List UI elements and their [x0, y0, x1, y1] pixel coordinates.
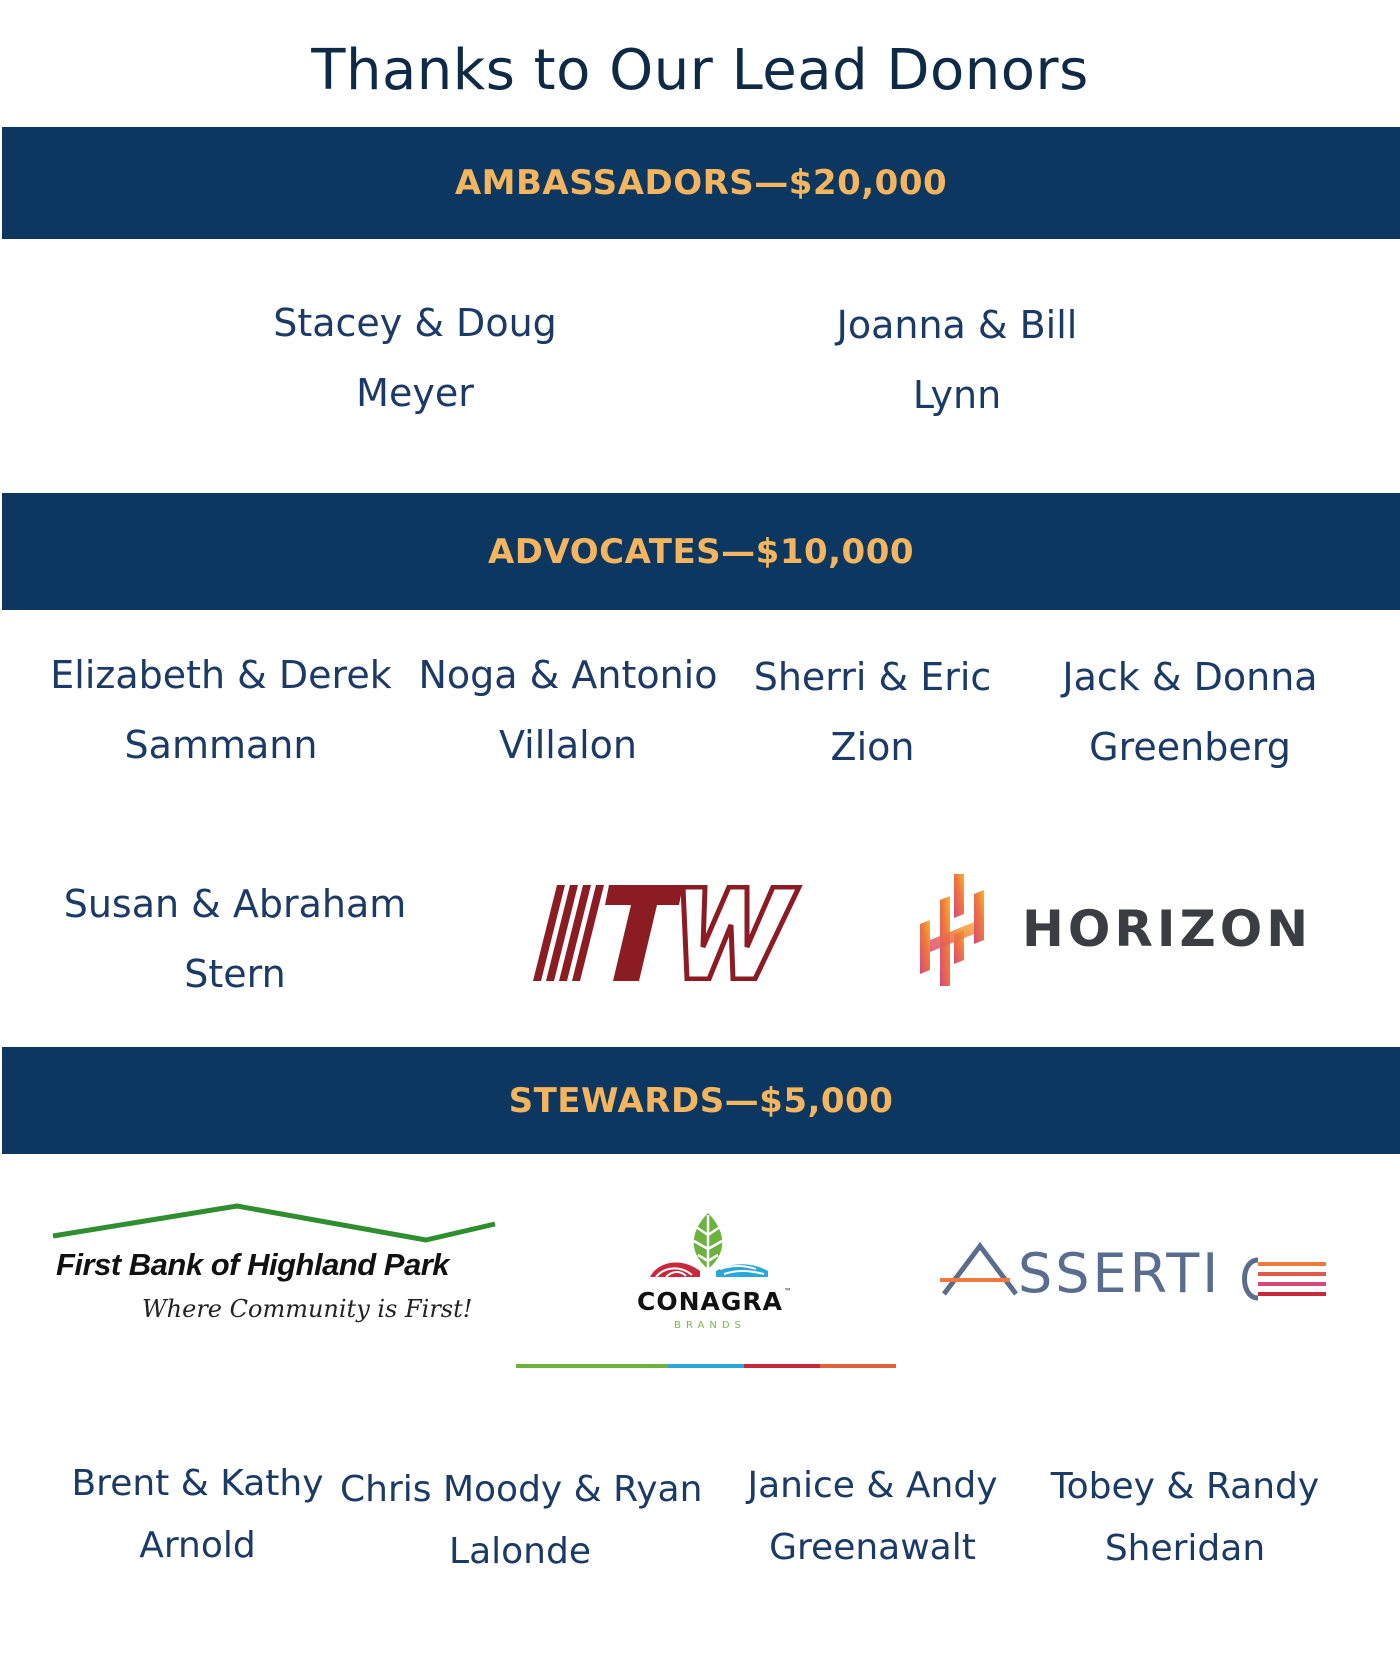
trademark-mark: ™ — [784, 1287, 792, 1296]
donor-names: Joanna & Bill — [836, 303, 1078, 347]
tier-banner-ambassadors — [2, 127, 1400, 239]
assertio-logo — [940, 1240, 1330, 1320]
page-title: Thanks to Our Lead Donors — [311, 38, 1089, 103]
donor-card — [735, 642, 1010, 782]
conagra-logo — [620, 1207, 800, 1337]
donor-surname: Stern — [184, 952, 286, 996]
donor-card — [1040, 1456, 1330, 1580]
donor-surname: Lalonde — [449, 1531, 591, 1572]
donor-surname: Greenberg — [1089, 725, 1291, 769]
itw-logo — [533, 885, 805, 981]
donor-names: Brent & Kathy — [71, 1463, 324, 1504]
horizon-wordmark: HORIZON — [1022, 900, 1313, 958]
bank-name: First Bank of Highland Park — [56, 1247, 450, 1282]
tier-label: ADVOCATES—$10,000 — [487, 531, 915, 572]
tier-banner-stewards — [2, 1047, 1400, 1154]
donor-surname: Villalon — [498, 723, 637, 767]
donor-names: Janice & Andy — [747, 1465, 998, 1506]
donor-card — [1040, 642, 1340, 782]
donor-surname: Meyer — [356, 371, 474, 415]
donor-card — [757, 290, 1157, 430]
donor-surname: Lynn — [912, 373, 1002, 417]
donor-names: Jack & Donna — [1062, 655, 1318, 699]
bank-tagline: Where Community is First! — [142, 1295, 473, 1323]
donor-surname: Greenawalt — [769, 1527, 976, 1568]
donor-card — [735, 1455, 1010, 1579]
donor-card — [340, 1459, 703, 1583]
donor-surname: Sheridan — [1104, 1528, 1266, 1569]
conagra-wordmark: CONAGRA — [637, 1287, 783, 1316]
donor-surname: Zion — [830, 725, 915, 769]
donor-names: Tobey & Randy — [1050, 1466, 1320, 1507]
donor-names: Chris Moody & Ryan — [340, 1469, 703, 1510]
donor-card — [46, 640, 396, 780]
tier-label: AMBASSADORS—$20,000 — [454, 163, 948, 203]
assertio-wordmark: SSERTI — [1018, 1242, 1222, 1305]
conagra-subtext: BRANDS — [674, 1320, 746, 1331]
first-bank-highland-park-logo — [50, 1203, 500, 1335]
donor-card — [215, 288, 615, 428]
color-divider — [516, 1364, 896, 1368]
donor-names: Sherri & Eric — [753, 655, 992, 699]
horizon-logo — [918, 874, 1313, 986]
tier-label: STEWARDS—$5,000 — [508, 1080, 894, 1121]
donor-surname: Arnold — [139, 1525, 256, 1566]
donor-card — [60, 1453, 335, 1577]
donor-surname: Sammann — [124, 723, 318, 767]
donor-names: Noga & Antonio — [418, 653, 718, 697]
donor-names: Elizabeth & Derek — [50, 653, 392, 697]
tier-banner-advocates — [2, 493, 1400, 610]
donor-card — [408, 640, 728, 780]
donor-names: Stacey & Doug — [273, 301, 557, 345]
donor-card — [55, 869, 415, 1009]
donor-names: Susan & Abraham — [63, 882, 407, 926]
